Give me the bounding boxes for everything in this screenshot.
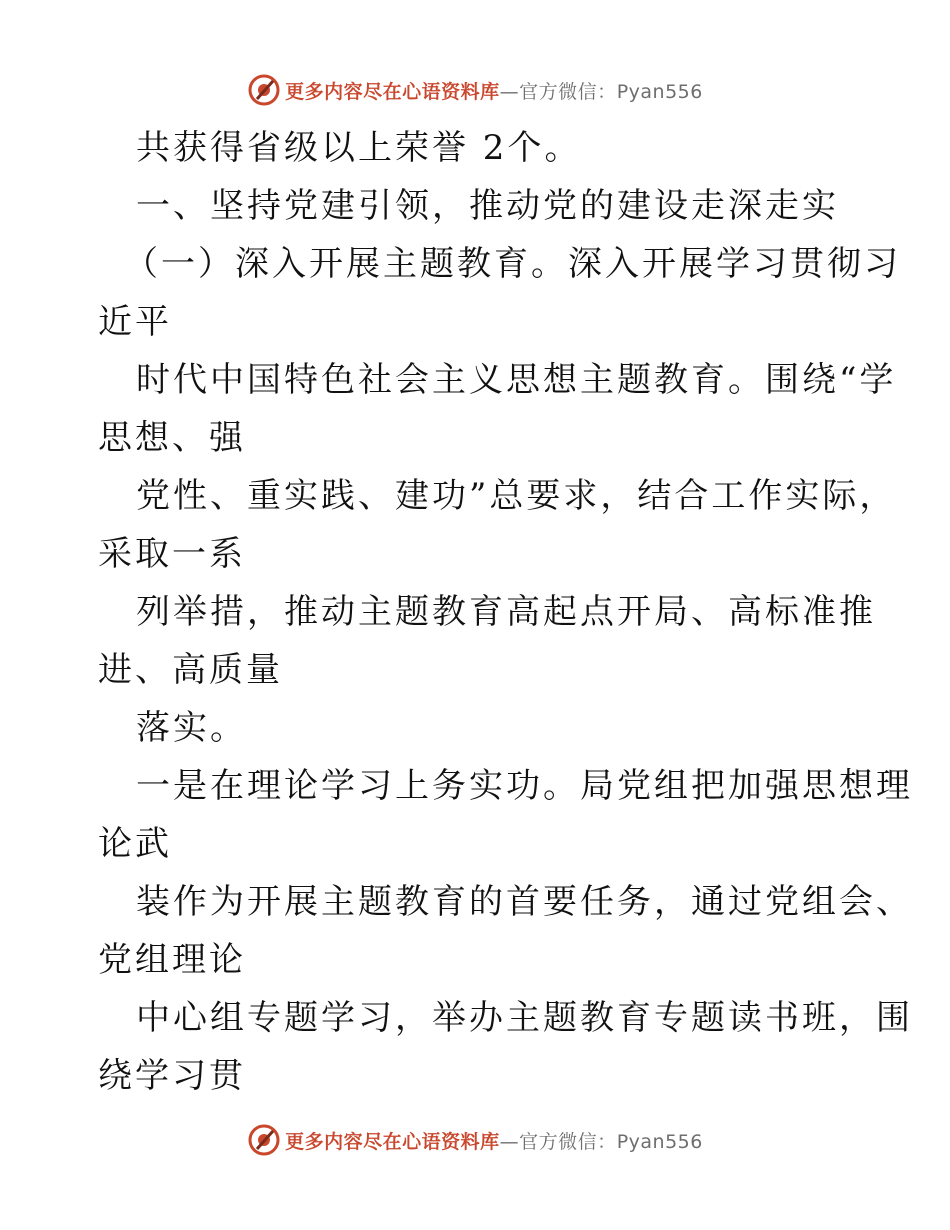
text-line: 采取一系 <box>98 534 246 574</box>
banner-sep: — <box>499 1130 520 1153</box>
text-line: 共获得省级以上荣誉 2个。 <box>136 128 582 168</box>
text-line: 绕学习贯 <box>98 1056 246 1096</box>
logo-icon <box>247 73 281 107</box>
banner-official: 官方微信： <box>519 1130 617 1153</box>
text-line: 装作为开展主题教育的首要任务，通过党组会、 <box>136 882 913 922</box>
text-line: 党性、重实践、建功”总要求，结合工作实际， <box>136 476 897 516</box>
text-line: 思想、强 <box>98 418 246 458</box>
text-line: 列举措，推动主题教育高起点开局、高标准推 <box>136 592 876 632</box>
text-line: 论武 <box>98 824 172 864</box>
header-watermark <box>0 70 950 110</box>
banner-id: Pyan556 <box>616 1130 703 1153</box>
banner-official: 官方微信： <box>519 80 617 103</box>
footer-watermark <box>0 1120 950 1160</box>
text-line: 时代中国特色社会主义思想主题教育。围绕“学 <box>136 360 897 400</box>
text-line: 党组理论 <box>98 940 246 980</box>
text-line: 近平 <box>98 302 172 342</box>
text-line: 进、高质量 <box>98 650 283 690</box>
text-line: 一是在理论学习上务实功。局党组把加强思想理 <box>136 766 913 806</box>
banner-title: 更多内容尽在心语资料库 <box>285 80 500 103</box>
logo-icon <box>247 1123 281 1157</box>
text-line: （一）深入开展主题教育。深入开展学习贯彻习 <box>124 244 901 284</box>
banner-id: Pyan556 <box>616 80 703 103</box>
banner-title: 更多内容尽在心语资料库 <box>285 1130 500 1153</box>
banner-sep: — <box>499 80 520 103</box>
section-heading: 一、坚持党建引领，推动党的建设走深走实 <box>136 186 839 226</box>
text-line: 落实。 <box>136 708 247 748</box>
text-line: 中心组专题学习，举办主题教育专题读书班，围 <box>136 998 913 1038</box>
